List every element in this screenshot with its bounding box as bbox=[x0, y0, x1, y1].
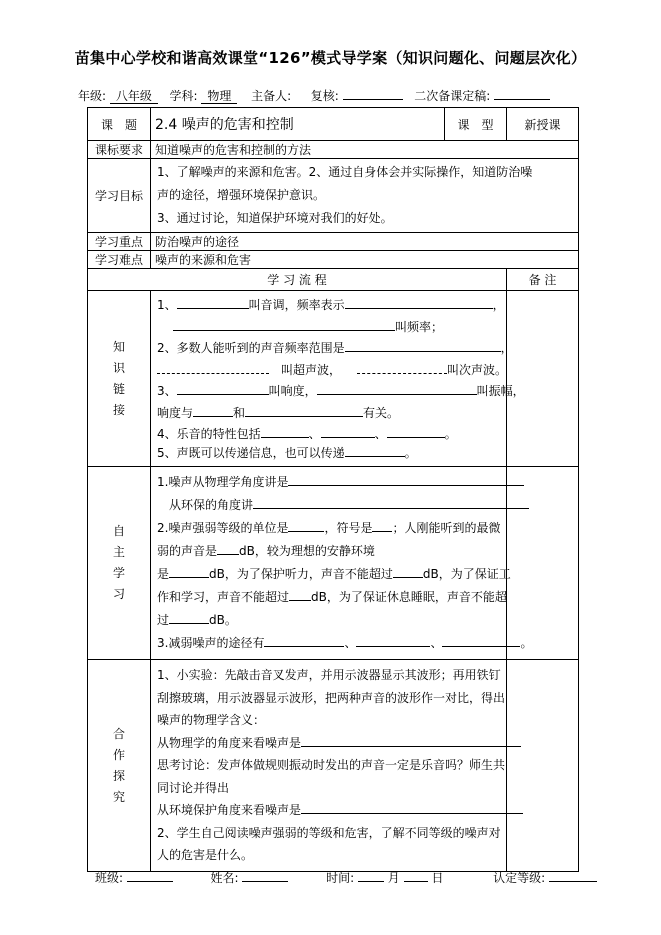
review-blank bbox=[343, 99, 403, 100]
meta-line bbox=[78, 87, 550, 104]
knowledge-notes bbox=[507, 291, 579, 467]
subject-value: 物理 bbox=[201, 90, 237, 104]
footer-day: 日 bbox=[431, 871, 444, 885]
footer-class-blank bbox=[127, 868, 173, 882]
key-point-label: 学习重点 bbox=[88, 233, 151, 251]
knowledge-content: 1、 叫音调，频率表示 ， 叫频率； 2、多数人能听到的声音频率范围是 ， 叫超声波， 叫次声波。 3、 叫响度， 叫振幅， 响度与 和 有关。 4、乐音的特性包括 、 、 。 5、声既可以传递信息，也可以传递 。 bbox=[151, 291, 507, 467]
footer-name-blank bbox=[242, 868, 288, 882]
footer-time-label: 时间: bbox=[326, 871, 355, 885]
lesson-table bbox=[87, 107, 579, 872]
self-study-label: 自主学习 bbox=[88, 467, 151, 660]
goal-line: 3、通过讨论，知道保护环境对我们的好处。 bbox=[157, 211, 393, 225]
goal-label: 学习目标 bbox=[88, 159, 151, 233]
review-label: 复核: bbox=[310, 89, 339, 103]
subject-label: 学科: bbox=[169, 89, 198, 103]
footer-grade-label: 认定等级: bbox=[493, 871, 546, 885]
self-study-content: 1.噪声从物理学角度讲是 从环保的角度讲 2.噪声强弱等级的单位是 ，符号是 ；人刚能听到的最微 弱的声音是 dB，较为理想的安静环境 是 dB，为了保护听力，声音不能超过 dB，为了保证工 作和学习，声音不能超过 dB，为了保证休息睡眠，声音不能超 过 dB。 3.减弱噪声的途径有 、 、 。 bbox=[151, 467, 507, 660]
key-point-value: 防治噪声的途径 bbox=[151, 233, 579, 251]
goal-content bbox=[151, 159, 579, 233]
process-header: 学 习 流 程 bbox=[88, 269, 507, 291]
difficulty-label: 学习难点 bbox=[88, 251, 151, 269]
cooperation-label: 合作探究 bbox=[88, 660, 151, 872]
notes-header: 备 注 bbox=[507, 269, 579, 291]
difficulty-value: 噪声的来源和危害 bbox=[151, 251, 579, 269]
grade-value: 八年级 bbox=[110, 90, 158, 104]
second-prep-blank bbox=[494, 99, 550, 100]
preparer-label: 主备人: bbox=[251, 89, 292, 103]
footer-month-blank bbox=[358, 868, 384, 882]
goal-line: 1、了解噪声的来源和危害。2、通过自身体会并实际操作，知道防治噪 bbox=[157, 165, 533, 179]
footer-day-blank bbox=[404, 868, 428, 882]
knowledge-label: 知识链接 bbox=[88, 291, 151, 467]
topic-value: 2.4 噪声的危害和控制 bbox=[151, 108, 445, 141]
requirement-value: 知道噪声的危害和控制的方法 bbox=[151, 141, 579, 159]
footer-class-label: 班级: bbox=[95, 871, 124, 885]
footer-grade-blank bbox=[549, 868, 597, 882]
goal-line: 声的途径，增强环境保护意识。 bbox=[157, 188, 326, 202]
cooperation-content: 1、小实验：先敲击音叉发声，并用示波器显示其波形；再用铁钉 刮擦玻璃，用示波器显示波形，把两种声音的波形作一对比，得出 噪声的物理学含义： 从物理学的角度来看噪声是 思考讨论：发声体做规则振动时发出的声音一定是乐音吗？师生共 同讨论并得出 从环境保护角度来看噪声是 2、学生自己阅读噪声强弱的等级和危害，了解不同等级的噪声对 人的危害是什么。 bbox=[151, 660, 507, 872]
footer-month: 月 bbox=[387, 871, 400, 885]
requirement-label: 课标要求 bbox=[88, 141, 151, 159]
grade-label: 年级: bbox=[78, 89, 107, 103]
type-value: 新授课 bbox=[507, 108, 579, 141]
footer bbox=[95, 868, 597, 886]
topic-label: 课 题 bbox=[88, 108, 151, 141]
footer-name-label: 姓名: bbox=[210, 871, 239, 885]
cooperation-notes bbox=[507, 660, 579, 872]
document-title: 苗集中心学校和谐高效课堂“126”模式导学案（知识问题化、问题层次化） bbox=[74, 49, 587, 67]
second-prep-label: 二次备课定稿: bbox=[414, 89, 491, 103]
type-label: 课 型 bbox=[445, 108, 507, 141]
